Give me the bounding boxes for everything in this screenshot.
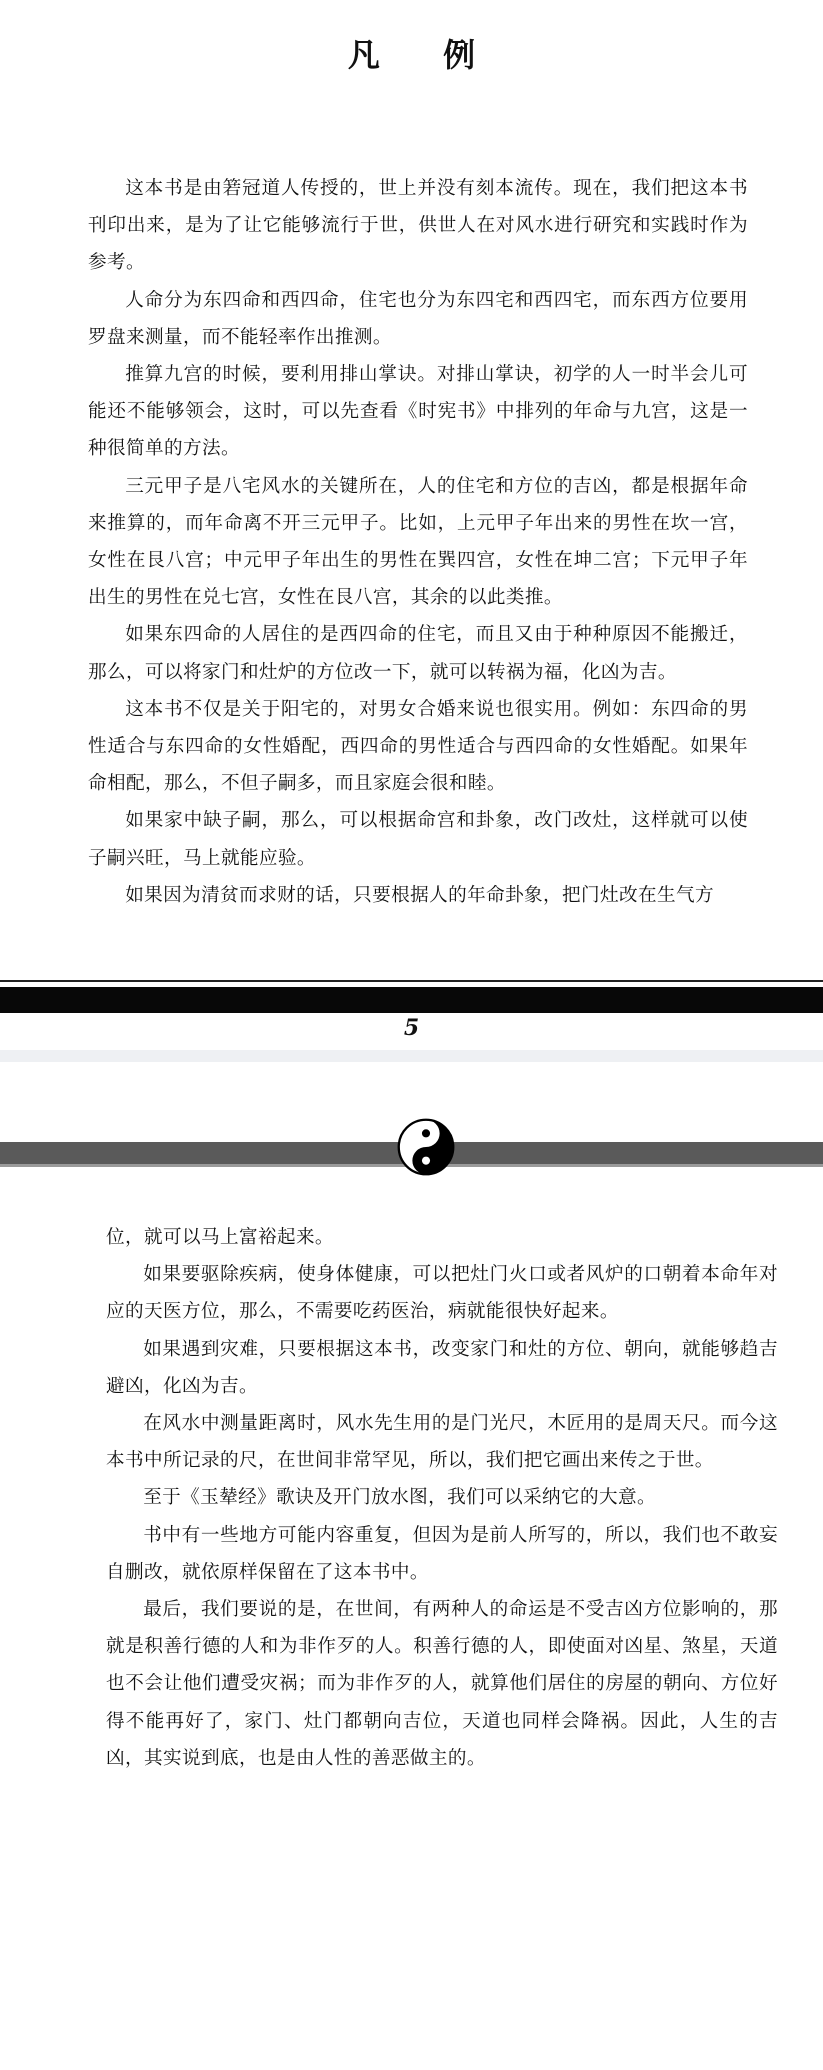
paragraph: 推算九宫的时候，要利用排山掌诀。对排山掌诀，初学的人一时半会儿可能还不能够领会，这时，可以先查看《时宪书》中排列的年命与九宫，这是一种很简单的方法。 (88, 364, 748, 460)
paragraph: 位，就可以马上富裕起来。 (106, 1227, 334, 1248)
body-text-page-one (88, 170, 748, 914)
paragraph: 这本书是由箬冠道人传授的，世上并没有刻本流传。现在，我们把这本书刊印出来，是为了让它能够流行于世，供世人在对风水进行研究和实践时作为参考。 (88, 178, 748, 274)
paragraph: 如果要驱除疾病，使身体健康，可以把灶门火口或者风炉的口朝着本命年对应的天医方位，那么，不需要吃药医治，病就能很快好起来。 (106, 1264, 778, 1323)
paragraph: 这本书不仅是关于阳宅的，对男女合婚来说也很实用。例如：东四命的男性适合与东四命的女性婚配，西四命的男性适合与西四命的女性婚配。如果年命相配，那么，不但子嗣多，而且家庭会很和睦。 (88, 698, 748, 795)
paragraph: 如果东四命的人居住的是西四命的住宅，而且又由于种种原因不能搬迁，那么，可以将家门和灶炉的方位改一下，就可以转祸为福，化凶为吉。 (88, 624, 748, 683)
body-text-page-two (106, 1219, 778, 1777)
footer-rule (0, 980, 823, 982)
paragraph: 在风水中测量距离时，风水先生用的是门光尺，木匠用的是周天尺。而今这本书中所记录的尺，在世间非常罕见，所以，我们把它画出来传之于世。 (106, 1413, 778, 1472)
page-gap (0, 1050, 823, 1062)
paragraph: 人命分为东四命和西四命，住宅也分为东四宅和西四宅，而东西方位要用罗盘来测量，而不能轻率作出推测。 (88, 289, 748, 348)
page-title: 凡 例 (347, 36, 502, 74)
paragraph: 最后，我们要说的是，在世间，有两种人的命运是不受吉凶方位影响的，那就是积善行德的人和为非作歹的人。积善行德的人，即使面对凶星、煞星，天道也不会让他们遭受灾祸；而为非作歹的人，就算他们居住的房屋的朝向、方位好得不能再好了，家门、灶门都朝向吉位，天道也同样会降祸。因此，人生的吉凶，其实说到底，也是由人性的善恶做主的。 (106, 1599, 778, 1769)
taiji-yin-yang-icon (397, 1118, 455, 1176)
paragraph: 如果因为清贫而求财的话，只要根据人的年命卦象，把门灶改在生气方 (125, 884, 714, 906)
footer-band (0, 987, 823, 1013)
paragraph: 三元甲子是八宅风水的关键所在，人的住宅和方位的吉凶，都是根据年命来推算的，而年命离不开三元甲子。比如，上元甲子年出来的男性在坎一宫，女性在艮八宫；中元甲子年出生的男性在巽四宫，女性在坤二宫；下元甲子年出生的男性在兑七宫，女性在艮八宫，其余的以此类推。 (88, 475, 748, 609)
page-two (0, 1062, 823, 2070)
page-number: 5 (403, 1015, 420, 1041)
paragraph: 书中有一些地方可能内容重复，但因为是前人所写的，所以，我们也不敢妄自删改，就依原样保留在了这本书中。 (106, 1524, 778, 1583)
paragraph: 至于《玉辇经》歌诀及开门放水图，我们可以采纳它的大意。 (143, 1487, 657, 1509)
paragraph: 如果家中缺子嗣，那么，可以根据命宫和卦象，改门改灶，这样就可以使子嗣兴旺，马上就能应验。 (88, 810, 748, 869)
paragraph: 如果遇到灾难，只要根据这本书，改变家门和灶的方位、朝向，就能够趋吉避凶，化凶为吉。 (106, 1338, 778, 1397)
